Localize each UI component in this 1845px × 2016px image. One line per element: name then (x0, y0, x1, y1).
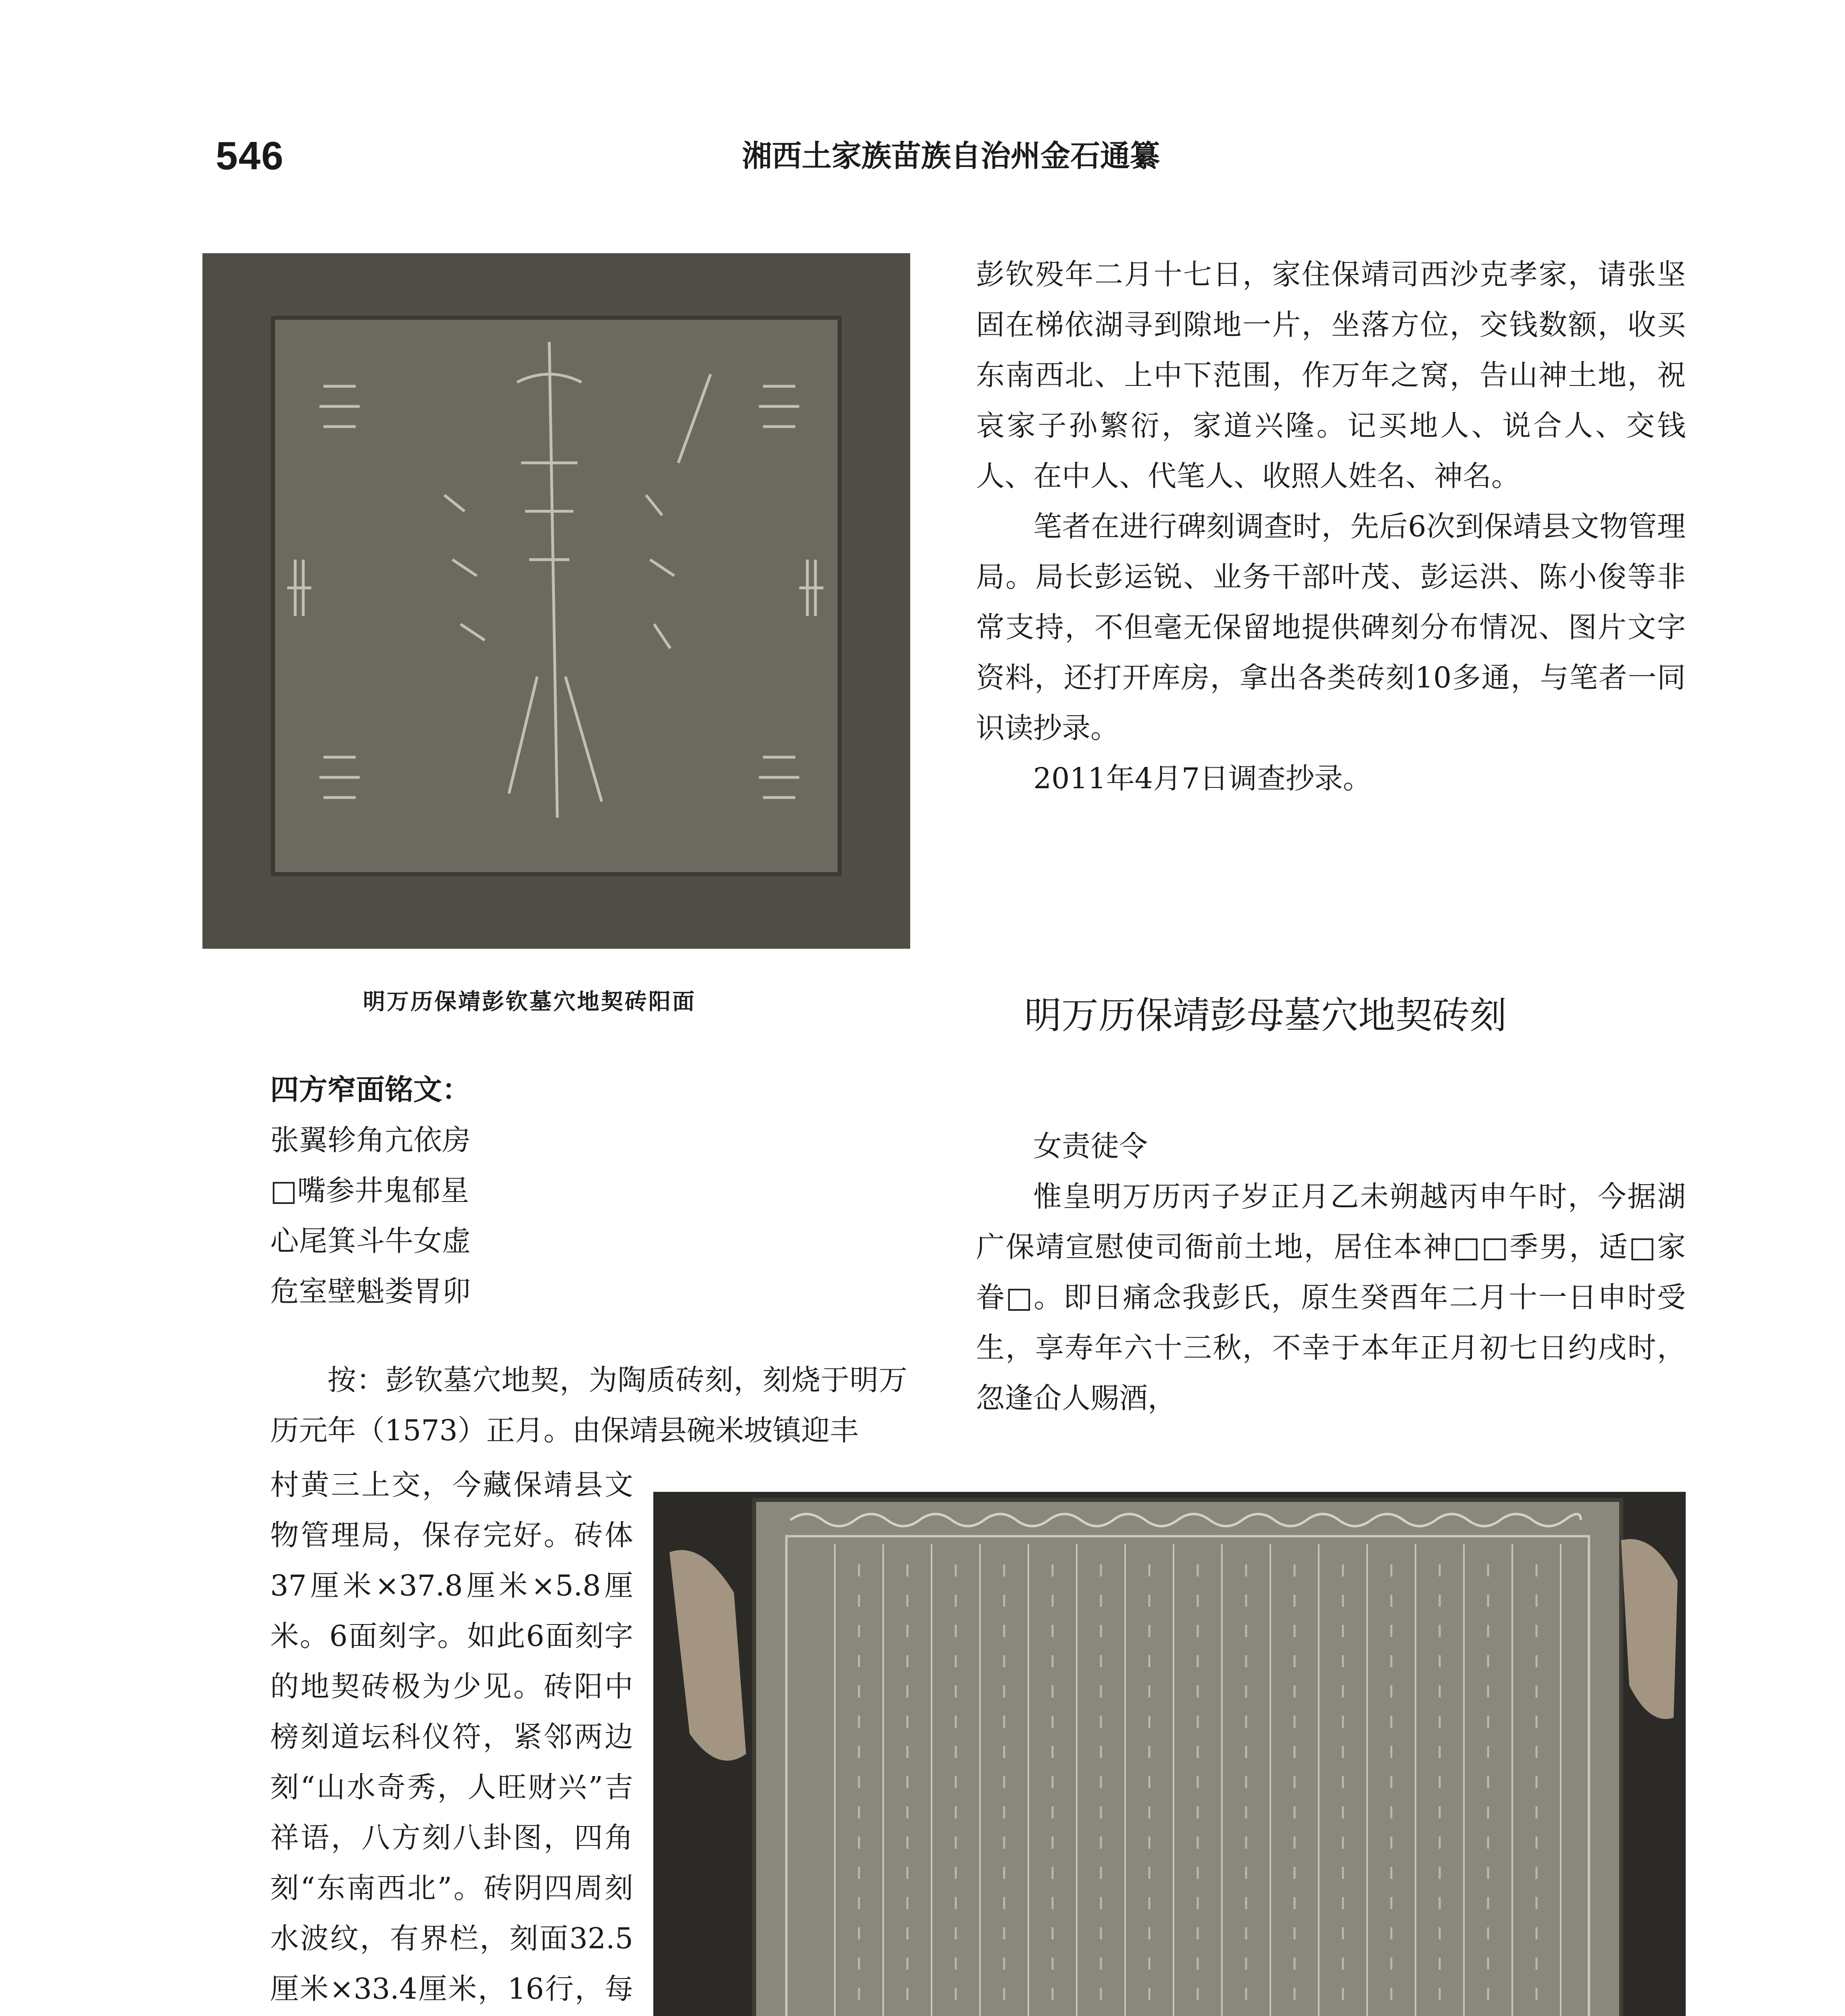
running-title: 湘西土家族苗族自治州金石通纂 (742, 139, 1160, 173)
commentary-wrapped (270, 1460, 633, 2016)
section-title: 明万历保靖彭母墓穴地契砖刻 (1024, 994, 1507, 1037)
paragraph: 2011年4月7日调查抄录。 (1033, 762, 1372, 795)
section-body (976, 1121, 1686, 1423)
paragraph: 笔者在进行碑刻调查时，先后6次到保靖县文物管理局。局长彭运锐、业务干部叶茂、彭运洪、陈小俊等非常支持，不但毫无保留地提供碑刻分布情况、图片文字资料，还打开库房，拿出各类砖刻10多通，与笔者一同识读抄录。 (976, 510, 1686, 745)
paragraph: 彭钦殁年二月十七日，家住保靖司西沙克孝家，请张坚固在梯依湖寻到隙地一片，坐落方位，交钱数额，收买东南西北、上中下范围，作万年之窝，告山神土地，祝哀家子孙繁衍，家道兴隆。记买地人、说合人、交钱人、在中人、代笔人、收照人姓名、神名。 (976, 258, 1686, 493)
section-subtitle: 女责徒令 (1033, 1129, 1148, 1163)
commentary-wrapped-text: 村黄三上交，今藏保靖县文物管理局，保存完好。砖体37厘米×37.8厘米×5.8厘米。6面刻字。如此6面刻字的地契砖极为少见。砖阳中榜刻道坛科仪符，紧邻两边刻“山水奇秀，人旺财兴”吉祥语，八方刻八卦图，四角刻“东南西北”。砖阴四周刻水波纹，有界栏，刻面32.5厘米×33.4厘米，16行，每 (270, 1468, 633, 2006)
figure-1-caption: 明万历保靖彭钦墓穴地契砖阳面 (363, 988, 696, 1014)
inscription-block (270, 1064, 471, 1316)
commentary-intro (270, 1355, 907, 1456)
brick-back-image (653, 1492, 1686, 2016)
brick-front-image (202, 253, 910, 949)
figure-1-photo (202, 253, 910, 949)
section-paragraph: 惟皇明万历丙子岁正月乙未朔越丙申午时，今据湖广保靖宣慰使司衙前土地，居住本神□□季男，适□家眷□。即日痛念我彭氏，原生癸酉年二月十一日申时受生，享寿年六十三秋，不幸于本年正月初七日约戌时，忽逢仚人赐酒， (976, 1180, 1686, 1415)
inscription-line: □嘴参井鬼郁星 (270, 1174, 469, 1207)
inscription-line: 危室壁魁娄胃卯 (270, 1275, 471, 1308)
right-column-top-text (976, 249, 1686, 804)
page-number: 546 (216, 133, 284, 178)
figure-2-photo (653, 1492, 1686, 2016)
commentary-first-lines: 按：彭钦墓穴地契，为陶质砖刻，刻烧于明万历元年（1573）正月。由保靖县碗米坡镇迎丰 (270, 1363, 907, 1447)
inscription-line: 心尾箕斗牛女虚 (270, 1224, 471, 1258)
inscription-line: 张翼轸角亢依房 (270, 1123, 471, 1157)
inscription-heading: 四方窄面铭文： (270, 1073, 471, 1106)
